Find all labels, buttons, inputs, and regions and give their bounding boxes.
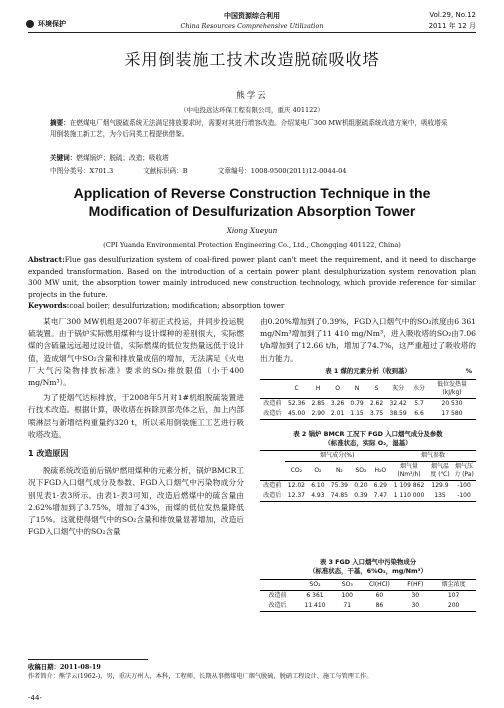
table-3-grid xyxy=(260,579,476,612)
table-cell: O xyxy=(328,380,347,399)
table-cell: 灰分 xyxy=(386,380,410,399)
table-2 xyxy=(260,430,476,502)
table-cell: 2.85 xyxy=(311,400,325,407)
author-note: 作者简介：熊学云(1962-)，男，重庆万州人，本科，工程师，长期从事燃煤电厂烟气脱硫、脱硝工程设计、施工与管理工作。 xyxy=(28,673,373,680)
table-cell xyxy=(260,380,285,399)
table-2-group-composition: 烟气成分(%) xyxy=(285,451,390,462)
table-cell: H xyxy=(308,380,327,399)
table-cell: 30 xyxy=(411,592,420,599)
table-2-subcaption: （标准状态，实际 O₂，湿基） xyxy=(324,439,412,447)
table-cell: 75.39 xyxy=(330,482,348,489)
paragraph-reasons: 脱硫系统改造前后锅炉燃用煤种的元素分析，锅炉BMCR工况下FGD入口烟气成分及参数、FGD入口烟气中污染物成分分别见表1-表3所示。由表1-表3可知，改造后燃煤中的硫含量由2.62%增加到了3.75%，增加了43%，而煤的低位发热量降低了15%。这就使得烟气中的SO₂含量和排放量显著增加，改造后FGD入口烟气中的SO₂含量 xyxy=(28,466,244,537)
footnote-rule xyxy=(28,659,148,660)
header-journal-en: China Resources Comprehensive Utilization xyxy=(180,22,324,30)
table-cell: 1 109 862 xyxy=(393,482,425,489)
table-cell: 17 580 xyxy=(428,409,476,420)
table-cell: SO₂ xyxy=(295,580,335,591)
table-3 xyxy=(260,558,476,612)
table-cell: 3.26 xyxy=(330,400,345,407)
keywords-cn-label: 关键词： xyxy=(50,154,77,162)
table-2-group-row xyxy=(260,451,476,462)
title-en-line1: Application of Reverse Construction Technique in the xyxy=(73,185,431,201)
table-row xyxy=(260,481,476,492)
table-cell: SO₂ xyxy=(351,462,370,481)
table-cell: 32.42 xyxy=(389,400,407,407)
classification-line xyxy=(50,167,454,176)
table-cell: 5.7 xyxy=(414,400,424,407)
table-cell: 烟气温度 (℃) xyxy=(428,462,452,481)
abstract-en-label: Abstract: xyxy=(28,255,65,264)
table-cell: 71 xyxy=(335,601,360,612)
table-cell: 改造前 xyxy=(263,400,282,407)
header-rule xyxy=(28,32,476,33)
abstract-en xyxy=(28,254,476,300)
affiliation-en: (CPI Yuanda Environmental Protection Engineering Co., Ltd., Chongqing 401122, China) xyxy=(103,241,401,249)
table-cell: 1.15 xyxy=(347,409,366,420)
table-cell: 12.37 xyxy=(285,491,309,502)
table-1-header-row xyxy=(260,380,476,399)
table-cell: S xyxy=(367,380,386,399)
title-cn: 采用倒装施工技术改造脱硫吸收塔 xyxy=(124,50,380,69)
table-cell: 45.00 xyxy=(285,409,309,420)
table-cell: 86 xyxy=(360,601,400,612)
header-date: 2011 年 12 月 xyxy=(428,22,476,30)
table-cell: 100 xyxy=(341,592,353,599)
table-cell xyxy=(260,462,285,481)
table-cell: 107 xyxy=(447,592,460,599)
article-number: 文章编号：1008-9500(2011)12-0044-04 xyxy=(217,167,347,175)
table-cell: 改造后 xyxy=(260,491,285,502)
page-number: -44- xyxy=(28,694,42,702)
table-cell: 烟气压力 (Pa) xyxy=(452,462,476,481)
keywords-en xyxy=(28,301,476,310)
table-row xyxy=(260,409,476,420)
keywords-en-label: Keywords: xyxy=(28,301,70,310)
table-cell: 52.36 xyxy=(287,400,306,407)
keywords-cn xyxy=(50,154,454,163)
affiliation-cn: （中电投远达环保工程有限公司，重庆 401122） xyxy=(180,106,324,114)
title-en-line2: Modification of Desulfurization Absorption Tower xyxy=(88,203,416,219)
header-journal-cn: 中国资源综合利用 xyxy=(224,12,280,20)
header-volume: Vol.29, No.12 xyxy=(429,11,476,19)
table-cell: 11 410 xyxy=(295,601,335,612)
table-cell: 135 xyxy=(428,491,452,502)
table-cell: CO₂ xyxy=(285,462,309,481)
table-cell xyxy=(260,580,295,591)
keywords-cn-text: 燃煤锅炉；脱硫；改造；吸收塔 xyxy=(76,154,169,162)
table-3-header-row xyxy=(260,580,476,591)
table-2-caption: 表 2 锅炉 BMCR 工况下 FGD 入口烟气成分及参数 xyxy=(293,430,443,438)
keywords-en-text: coal boiler; desulfurization; modification; absorption tower xyxy=(69,301,285,310)
table-cell: 129.9 xyxy=(431,482,449,489)
table-row xyxy=(260,601,476,612)
table-1-grid xyxy=(260,379,476,420)
table-cell: 30 xyxy=(399,601,431,612)
table-cell: 3.75 xyxy=(367,409,386,420)
table-cell: 12.02 xyxy=(287,482,305,489)
journal-logo xyxy=(26,20,34,28)
table-cell: 水分 xyxy=(410,380,428,399)
table-cell: 2.90 xyxy=(308,409,327,420)
table-row xyxy=(260,399,476,410)
abstract-cn-text: 在燃煤电厂烟气脱硫系统无法满足排放要求时，需要对其进行增容改造。介绍某电厂300 MW机组脱硫系统改造方案中，吸收塔采用倒装施工新工艺，为今后同类工程提供借鉴。 xyxy=(50,119,448,138)
table-cell: 烟气量 (Nm³/h) xyxy=(390,462,428,481)
table-cell: F(HF) xyxy=(399,580,431,591)
table-cell: 烟尘浓度 xyxy=(431,580,476,591)
right-column-text: 由0.20%增加到了0.39%，FGD入口烟气中的SO₂浓度由6 361 mg/Nm³增加到了11 410 mg/Nm³，进入吸收塔的SO₂由7.06 t/h增加到了12.66 t/h，增加了74.7%，这严重超过了吸收塔的出力能力。 xyxy=(260,317,476,363)
table-cell: H₂O xyxy=(371,462,390,481)
author-cn: 熊学云 xyxy=(236,91,268,101)
table-cell: 0.79 xyxy=(350,400,364,407)
table-cell: 74.85 xyxy=(328,491,352,502)
table-2-header-row xyxy=(260,462,476,481)
table-1-unit: % xyxy=(465,367,472,375)
table-cell: 38.59 xyxy=(386,409,410,420)
table-cell: 改造后 xyxy=(260,601,295,612)
table-cell: 改造后 xyxy=(260,409,285,420)
table-row xyxy=(260,591,476,602)
table-row xyxy=(260,491,476,502)
table-cell: 6.6 xyxy=(410,409,428,420)
paragraph-retrofit: 为了使烟气达标排放，于2008年5月对1#机组脱硫装置进行技术改造。根据计算，吸收塔在拆除顶部壳体之后，加上内部喷淋层与新增结构重量约320 t，所以采用倒装施工工艺进行吸收塔改造。 xyxy=(28,393,244,439)
table-cell: O₂ xyxy=(308,462,327,481)
table-cell: 4.93 xyxy=(308,491,327,502)
abstract-en-text: Flue gas desulfurization system of coal-fired power plant can't meet the requirement, and it need to discharge expanded transformation. Based on the introduction of a certain power plant desulphurization system renovation plan 300 MW unit, the absorption tower mainly introduced new construction technology, which provide reference for similar projects in the future. xyxy=(28,255,476,299)
table-cell: 1 110 000 xyxy=(390,491,428,502)
table-cell: 0.39 xyxy=(351,491,370,502)
table-cell: 7.47 xyxy=(371,491,390,502)
abstract-cn-label: 摘要： xyxy=(50,119,70,127)
table-2-group-parameters: 烟气参数 xyxy=(390,451,476,462)
table-cell: 200 xyxy=(431,601,476,612)
received-date: 收稿日期：2011-08-19 xyxy=(28,663,101,671)
table-cell: 低位发热量 (kJ/kg) xyxy=(428,380,476,399)
document-code: 文献标识码：B xyxy=(143,167,188,175)
paragraph-intro: 某电厂300 MW机组是2007年初正式投运，并同步投运脱硫装置。由于锅炉实际燃用煤种与设计煤种的差别很大，实际燃煤的含硫量远远超过设计值，实际燃煤的低位发热量远低于设计值，造成烟气中SO₂含量和排放量成倍的增加，无法满足《火电厂大气污染物排放标准》要求的SO₂排放限值（小于400 mg/Nm³）。 xyxy=(28,317,244,388)
table-cell: 2.01 xyxy=(328,409,347,420)
table-cell: 改造前 xyxy=(263,482,282,489)
table-cell: Cl(HCl) xyxy=(360,580,400,591)
table-cell: 6 361 xyxy=(306,592,324,599)
header-section-label: 环境保护 xyxy=(38,20,66,28)
table-cell: N xyxy=(347,380,366,399)
table-cell: -100 xyxy=(457,482,471,489)
table-cell: -100 xyxy=(452,491,476,502)
table-cell: SO₃ xyxy=(335,580,360,591)
table-cell: 60 xyxy=(375,592,384,599)
clc-number: 中图分类号：X701.3 xyxy=(50,167,114,175)
table-3-caption: 表 3 FGD 入口烟气中污染物成分 xyxy=(319,558,417,566)
table-cell: 20 530 xyxy=(441,400,463,407)
table-1-caption: 表 1 煤的元素分析（收到基） xyxy=(325,367,411,375)
table-3-subcaption: （标准状态，干基，6%O₂，mg/Nm³） xyxy=(309,567,427,575)
table-cell: C xyxy=(285,380,309,399)
table-cell: N₂ xyxy=(328,462,352,481)
section-heading-1: 1 改造原因 xyxy=(28,449,69,459)
table-cell: 6.29 xyxy=(373,482,387,489)
left-column xyxy=(28,316,244,538)
abstract-cn xyxy=(50,118,454,139)
table-cell: 改造前 xyxy=(268,592,287,599)
table-cell: 6.10 xyxy=(311,482,325,489)
table-2-grid xyxy=(260,450,476,502)
table-cell: 2.62 xyxy=(369,400,384,407)
table-cell: 0.20 xyxy=(354,482,368,489)
author-en: Xiong Xueyun xyxy=(226,226,278,235)
table-1 xyxy=(260,367,476,420)
